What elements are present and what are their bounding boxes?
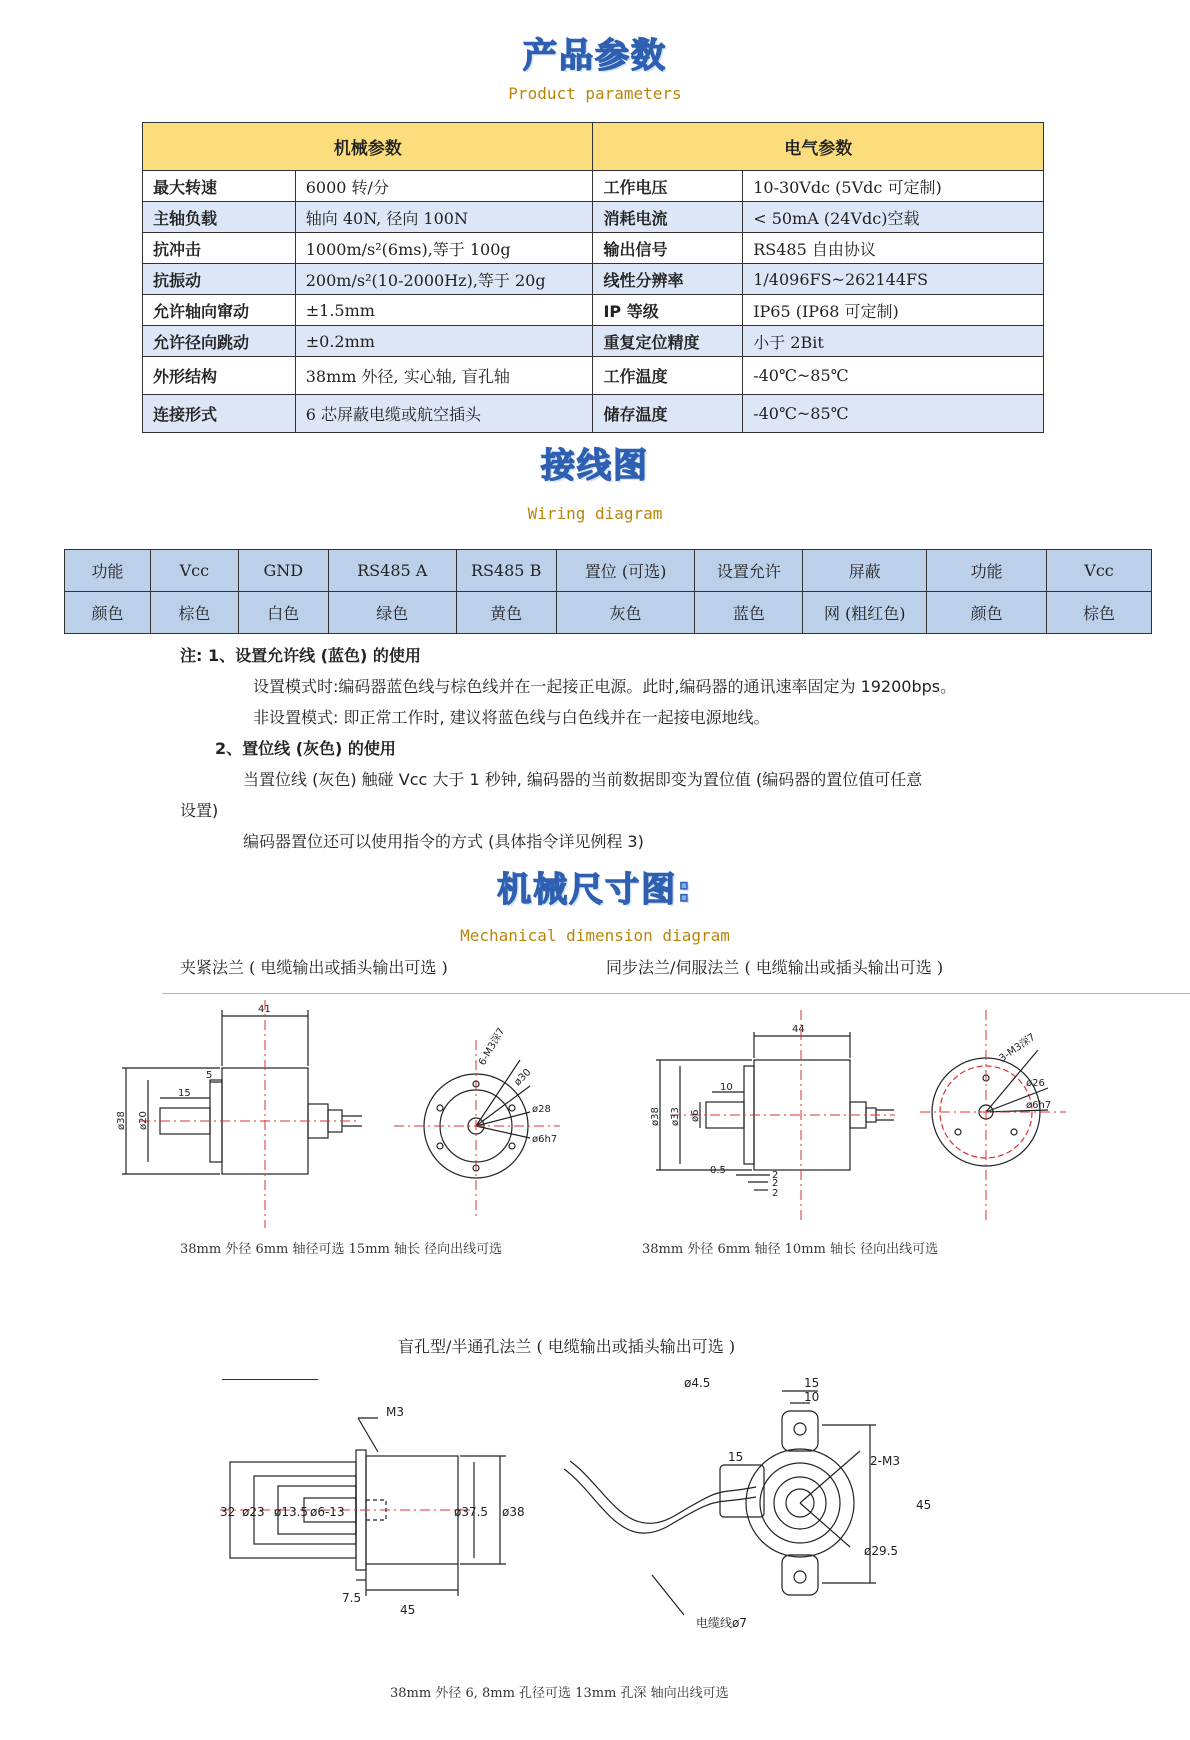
dim-sync-length: 44 <box>792 1024 805 1035</box>
params-row <box>143 171 1044 202</box>
param-key: 允许轴向窜动 <box>143 295 296 326</box>
sync-flange-side-drawing <box>640 1010 900 1230</box>
wiring-cell: 颜色 <box>927 592 1047 634</box>
dim-blind-d6-13: ø6-13 <box>310 1505 345 1519</box>
params-header-row <box>143 123 1044 171</box>
param-key: 外形结构 <box>143 357 296 395</box>
dim-blind-d23: ø23 <box>242 1505 265 1519</box>
param-value: -40℃~85℃ <box>743 357 1044 395</box>
dim-rear-10: 10 <box>804 1390 820 1404</box>
params-row <box>143 326 1044 357</box>
dim-clamp-5: 5 <box>206 1070 213 1081</box>
wiring-cell: Vcc <box>1047 550 1152 592</box>
dim-sync-2a: 2 <box>772 1170 779 1181</box>
wiring-cell: 棕色 <box>1047 592 1152 634</box>
param-value: 小于 2Bit <box>743 326 1044 357</box>
dim-blind-32: 32 <box>220 1505 236 1519</box>
param-key: 工作温度 <box>593 357 743 395</box>
params-title-en: Product parameters <box>508 84 682 103</box>
dim-sync-d6h7: ø6h7 <box>1026 1100 1052 1111</box>
mech-title-en: Mechanical dimension diagram <box>460 926 730 945</box>
param-key: 线性分辨率 <box>593 264 743 295</box>
wiring-cell: RS485 B <box>456 550 556 592</box>
param-value: 10-30Vdc (5Vdc 可定制) <box>743 171 1044 202</box>
wiring-cell: 灰色 <box>556 592 695 634</box>
param-key: 连接形式 <box>143 395 296 433</box>
params-row <box>143 233 1044 264</box>
note-2-line-1: 当置位线 (灰色) 触碰 Vcc 大于 1 秒钟, 编码器的当前数据即变为置位值 (编码器的置位值可任意 <box>243 770 923 789</box>
wiring-cell: 网 (粗红色) <box>803 592 927 634</box>
wiring-cell: Vcc <box>150 550 238 592</box>
note-2-line-2: 编码器置位还可以使用指令的方式 (具体指令详见例程 3) <box>243 832 644 851</box>
divider <box>162 993 1190 994</box>
blind-hole-title: 盲孔型/半通孔法兰 ( 电缆输出或插头输出可选 ) <box>398 1337 736 1356</box>
sync-flange-front-drawing <box>918 1010 1068 1225</box>
param-key: 主轴负载 <box>143 202 296 233</box>
wiring-cell: 棕色 <box>150 592 238 634</box>
wiring-cell: 蓝色 <box>695 592 803 634</box>
param-key: 储存温度 <box>593 395 743 433</box>
dim-rear-15a: 15 <box>804 1376 820 1390</box>
dim-sync-10: 10 <box>720 1082 733 1093</box>
dim-clamp-length: 41 <box>258 1004 271 1015</box>
param-value: 1/4096FS~262144FS <box>743 264 1044 295</box>
wiring-color-row <box>65 592 1152 634</box>
dim-blind-m3: M3 <box>386 1405 404 1419</box>
wiring-function-row <box>65 550 1152 592</box>
dim-sync-d33: ø33 <box>670 1107 681 1126</box>
dim-sync-2b: 2 <box>772 1178 779 1189</box>
wiring-cell: 颜色 <box>65 592 151 634</box>
dim-clamp-d20: ø20 <box>138 1111 149 1130</box>
note-2-title: 2、置位线 (灰色) 的使用 <box>215 739 396 758</box>
param-key: 消耗电流 <box>593 202 743 233</box>
param-value: 38mm 外径, 实心轴, 盲孔轴 <box>295 357 593 395</box>
note-2-line-1b: 设置) <box>180 801 219 820</box>
param-value: 6000 转/分 <box>295 171 593 202</box>
wiring-title-en: Wiring diagram <box>527 504 663 523</box>
sync-flange-title: 同步法兰/伺服法兰 ( 电缆输出或插头输出可选 ) <box>606 958 944 977</box>
blind-hole-rear-drawing <box>560 1375 940 1635</box>
param-value: -40℃~85℃ <box>743 395 1044 433</box>
dim-sync-d26: ø26 <box>1026 1078 1045 1089</box>
param-value: ±0.2mm <box>295 326 593 357</box>
dim-clamp-15: 15 <box>178 1088 191 1099</box>
blind-hole-side-drawing <box>218 1400 538 1630</box>
dim-rear-cable: 电缆线ø7 <box>696 1616 747 1630</box>
param-value: IP65 (IP68 可定制) <box>743 295 1044 326</box>
wiring-cell: 屏蔽 <box>803 550 927 592</box>
param-value: < 50mA (24Vdc)空载 <box>743 202 1044 233</box>
dim-rear-2m3: 2-M3 <box>870 1454 900 1468</box>
param-value: ±1.5mm <box>295 295 593 326</box>
clamp-flange-front-drawing <box>390 1020 580 1220</box>
param-key: 最大转速 <box>143 171 296 202</box>
dim-clamp-d30: ø30 <box>512 1067 534 1089</box>
mechanical-params-header: 机械参数 <box>143 123 593 171</box>
note-1-line-2: 非设置模式: 即正常工作时, 建议将蓝色线与白色线并在一起接电源地线。 <box>253 708 770 727</box>
params-row <box>143 264 1044 295</box>
param-value: 轴向 40N, 径向 100N <box>295 202 593 233</box>
dim-blind-d135: ø13.5 <box>274 1505 309 1519</box>
wiring-cell: 置位 (可选) <box>556 550 695 592</box>
wiring-cell: GND <box>238 550 328 592</box>
dim-blind-75: 7.5 <box>342 1591 362 1605</box>
param-value: 1000m/s²(6ms),等于 100g <box>295 233 593 264</box>
params-row <box>143 295 1044 326</box>
divider <box>222 1379 318 1380</box>
note-1-line-1: 设置模式时:编码器蓝色线与棕色线并在一起接正电源。此时,编码器的通讯速率固定为 19200bps。 <box>253 677 957 696</box>
param-key: 抗振动 <box>143 264 296 295</box>
dim-rear-15b: 15 <box>728 1450 744 1464</box>
wiring-cell: 功能 <box>927 550 1047 592</box>
params-row <box>143 395 1044 433</box>
dim-sync-d6: ø6 <box>690 1109 701 1122</box>
dim-rear-45: 45 <box>916 1498 932 1512</box>
params-row <box>143 357 1044 395</box>
params-row <box>143 202 1044 233</box>
dim-rear-d295: ø29.5 <box>864 1544 899 1558</box>
wiring-cell: 白色 <box>238 592 328 634</box>
params-table <box>142 122 1044 433</box>
params-title-cn: 产品参数 <box>523 36 667 76</box>
param-key: IP 等级 <box>593 295 743 326</box>
param-key: 输出信号 <box>593 233 743 264</box>
dim-sync-d38: ø38 <box>650 1107 661 1126</box>
dim-clamp-m3: 6-M3深7 <box>477 1026 508 1068</box>
wiring-cell: 设置允许 <box>695 550 803 592</box>
sync-flange-caption: 38mm 外径 6mm 轴径 10mm 轴长 径向出线可选 <box>642 1242 939 1257</box>
clamp-flange-title: 夹紧法兰 ( 电缆输出或插头输出可选 ) <box>180 958 448 977</box>
param-key: 允许径向跳动 <box>143 326 296 357</box>
electrical-params-header: 电气参数 <box>593 123 1044 171</box>
wiring-title-cn: 接线图 <box>541 446 649 486</box>
clamp-flange-caption: 38mm 外径 6mm 轴径可选 15mm 轴长 径向出线可选 <box>180 1242 503 1257</box>
dim-rear-d45: ø4.5 <box>684 1376 711 1390</box>
param-key: 重复定位精度 <box>593 326 743 357</box>
wiring-cell: 绿色 <box>328 592 456 634</box>
dim-sync-2c: 2 <box>772 1188 779 1199</box>
mech-title-cn: 机械尺寸图: <box>497 870 693 910</box>
dim-sync-05: 0.5 <box>710 1165 726 1176</box>
clamp-flange-side-drawing <box>110 1000 370 1230</box>
dim-clamp-d28: ø28 <box>532 1104 551 1115</box>
dim-blind-d38: ø38 <box>502 1505 525 1519</box>
wiring-table <box>64 549 1152 634</box>
param-value: 6 芯屏蔽电缆或航空插头 <box>295 395 593 433</box>
param-key: 抗冲击 <box>143 233 296 264</box>
dim-blind-d375: ø37.5 <box>454 1505 489 1519</box>
blind-hole-caption: 38mm 外径 6, 8mm 孔径可选 13mm 孔深 轴向出线可选 <box>390 1686 729 1701</box>
dim-clamp-d6h7: ø6h7 <box>532 1134 558 1145</box>
param-key: 工作电压 <box>593 171 743 202</box>
dim-blind-45: 45 <box>400 1603 416 1617</box>
wiring-cell: 黄色 <box>456 592 556 634</box>
note-1-title: 注: 1、设置允许线 (蓝色) 的使用 <box>180 646 421 665</box>
param-value: 200m/s²(10-2000Hz),等于 20g <box>295 264 593 295</box>
wiring-cell: 功能 <box>65 550 151 592</box>
dim-sync-m3: 3-M3深7 <box>997 1031 1038 1065</box>
wiring-cell: RS485 A <box>328 550 456 592</box>
param-value: RS485 自由协议 <box>743 233 1044 264</box>
dim-clamp-d38: ø38 <box>116 1111 127 1130</box>
